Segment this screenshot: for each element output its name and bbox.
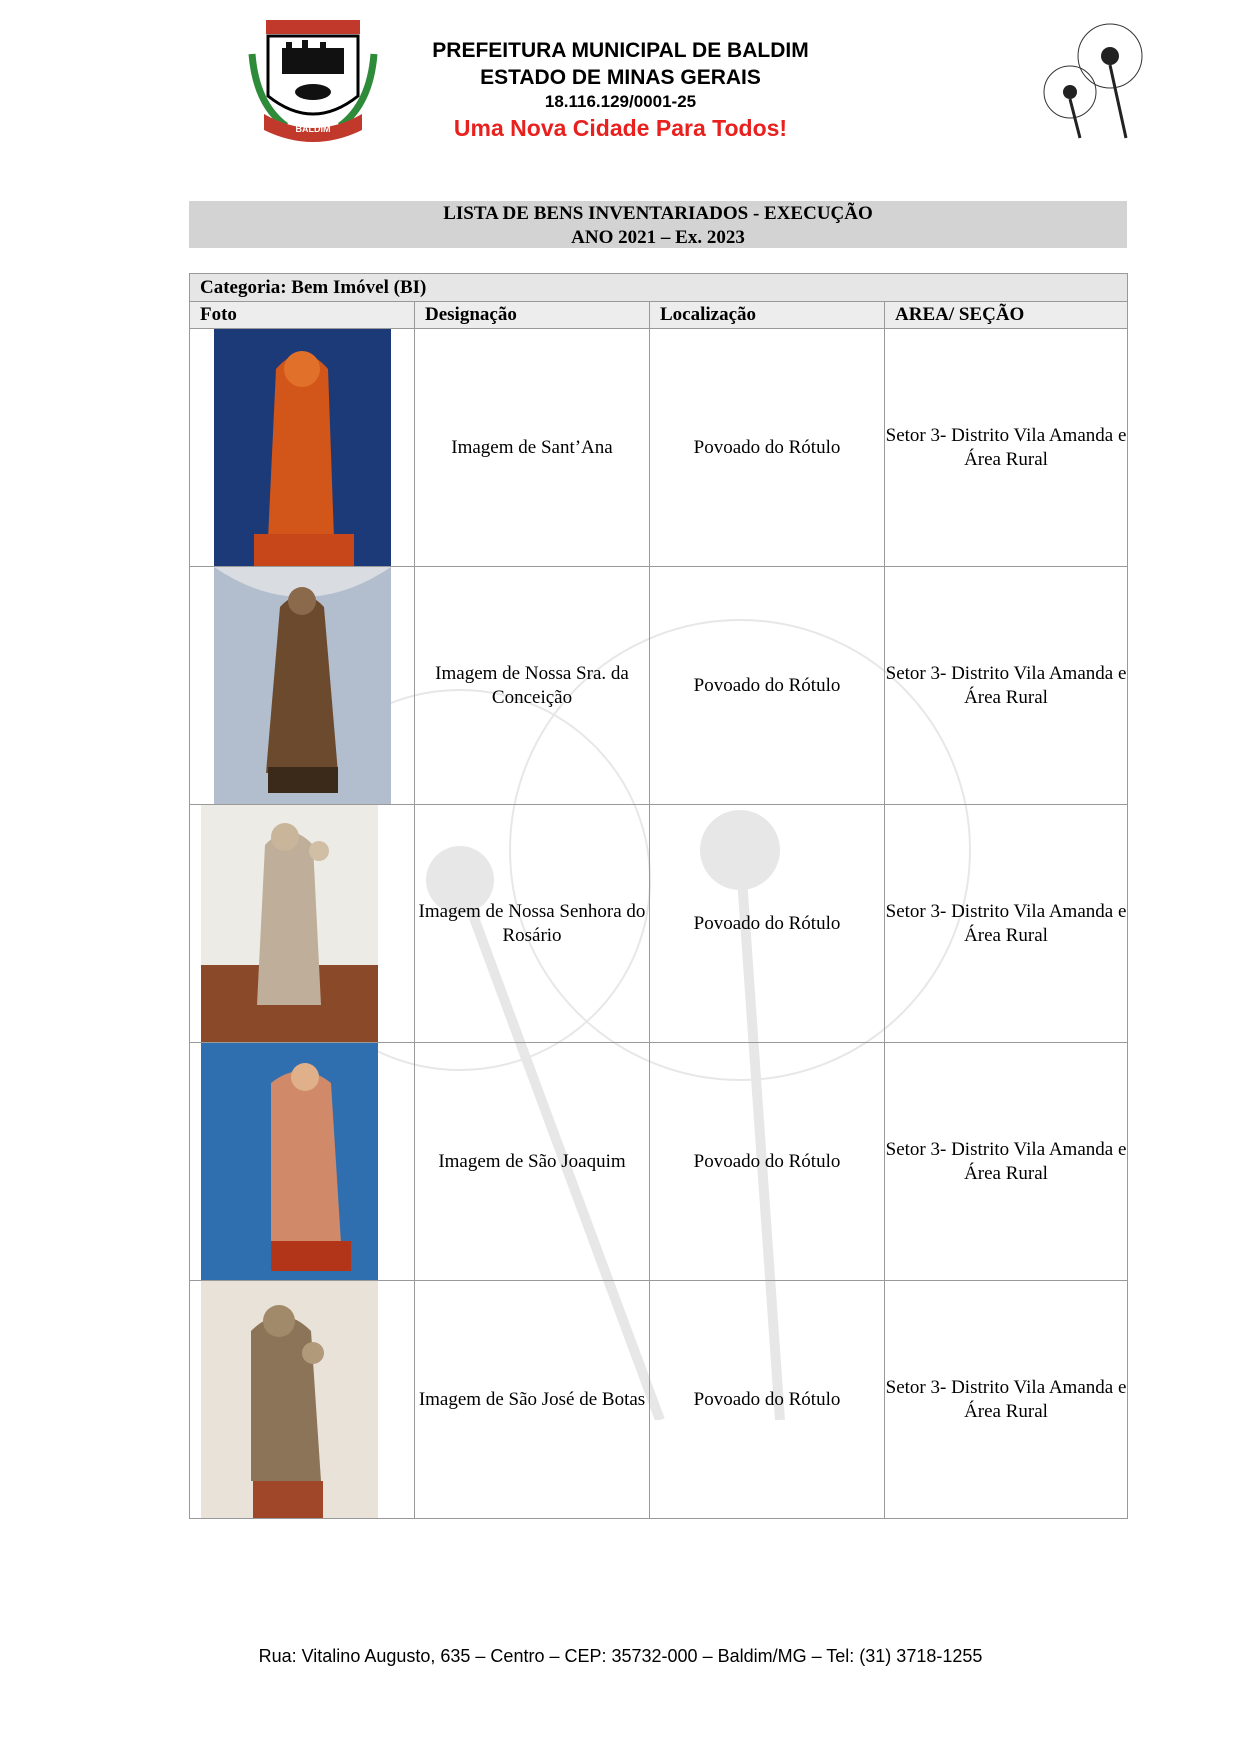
photo-cell bbox=[190, 1043, 415, 1281]
area-cell: Setor 3- Distrito Vila Amanda e Área Rural bbox=[885, 1043, 1128, 1281]
localizacao-cell: Povoado do Rótulo bbox=[650, 329, 885, 567]
column-header-designacao: Designação bbox=[415, 302, 650, 329]
saint-statue-photo-1 bbox=[214, 329, 391, 566]
designacao-cell: Imagem de Nossa Sra. da Conceição bbox=[415, 567, 650, 805]
saint-statue-photo-5 bbox=[201, 1281, 378, 1518]
list-title-box bbox=[189, 201, 1127, 248]
localizacao-cell: Povoado do Rótulo bbox=[650, 805, 885, 1043]
saint-statue-photo-3 bbox=[201, 805, 378, 1042]
cnpj: 18.116.129/0001-25 bbox=[544, 92, 697, 111]
slogan: Uma Nova Cidade Para Todos! bbox=[453, 115, 788, 141]
table-row bbox=[190, 329, 1128, 567]
localizacao-cell: Povoado do Rótulo bbox=[650, 567, 885, 805]
area-cell: Setor 3- Distrito Vila Amanda e Área Rural bbox=[885, 805, 1128, 1043]
localizacao-cell: Povoado do Rótulo bbox=[650, 1281, 885, 1519]
category-label: Categoria: Bem Imóvel (BI) bbox=[190, 274, 1128, 302]
localizacao-cell: Povoado do Rótulo bbox=[650, 1043, 885, 1281]
column-header-localizacao: Localização bbox=[650, 302, 885, 329]
photo-cell bbox=[190, 567, 415, 805]
area-cell: Setor 3- Distrito Vila Amanda e Área Rural bbox=[885, 1281, 1128, 1519]
designacao-cell: Imagem de Sant’Ana bbox=[415, 329, 650, 567]
table-row bbox=[190, 1043, 1128, 1281]
column-header-foto: Foto bbox=[190, 302, 415, 329]
org-name: PREFEITURA MUNICIPAL DE BALDIM bbox=[432, 39, 809, 62]
designacao-cell: Imagem de São José de Botas bbox=[415, 1281, 650, 1519]
list-title-line2: ANO 2021 – Ex. 2023 bbox=[571, 227, 745, 248]
table-row bbox=[190, 1281, 1128, 1519]
designacao-cell: Imagem de Nossa Senhora do Rosário bbox=[415, 805, 650, 1043]
table-row bbox=[190, 567, 1128, 805]
photo-cell bbox=[190, 805, 415, 1043]
table-row bbox=[190, 805, 1128, 1043]
photo-cell bbox=[190, 1281, 415, 1519]
area-cell: Setor 3- Distrito Vila Amanda e Área Rural bbox=[885, 329, 1128, 567]
photo-cell bbox=[190, 329, 415, 567]
list-title-line1: LISTA DE BENS INVENTARIADOS - EXECUÇÃO bbox=[443, 203, 873, 224]
column-header-area: AREA/ SEÇÃO bbox=[885, 302, 1128, 329]
area-cell: Setor 3- Distrito Vila Amanda e Área Rural bbox=[885, 567, 1128, 805]
inventory-table bbox=[189, 273, 1128, 1519]
footer-address: Rua: Vitalino Augusto, 635 – Centro – CEP: 35732-000 – Baldim/MG – Tel: (31) 3718-1255 bbox=[258, 1646, 983, 1666]
crest-label: BALDIM bbox=[295, 124, 331, 134]
state-name: ESTADO DE MINAS GERAIS bbox=[480, 66, 761, 89]
designacao-cell: Imagem de São Joaquim bbox=[415, 1043, 650, 1281]
saint-statue-photo-2 bbox=[214, 567, 391, 804]
saint-statue-photo-4 bbox=[201, 1043, 378, 1280]
